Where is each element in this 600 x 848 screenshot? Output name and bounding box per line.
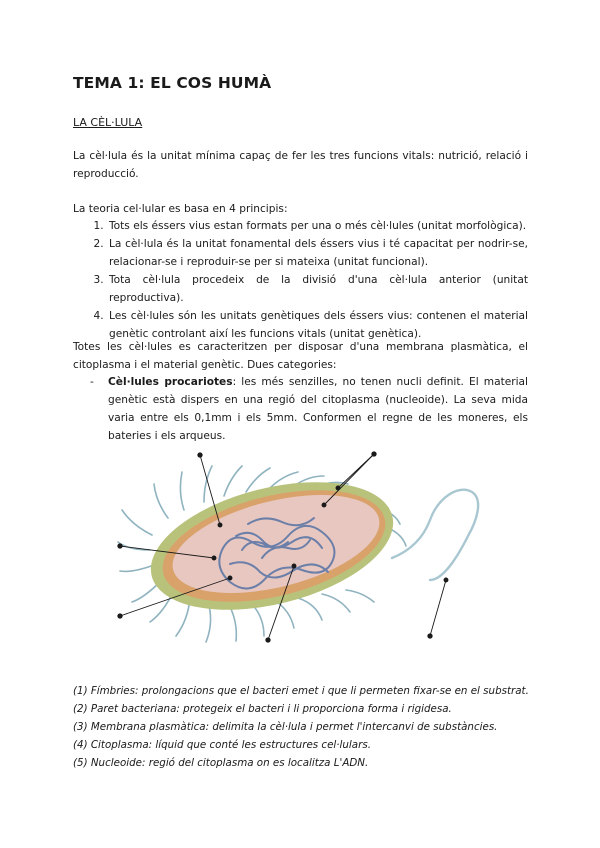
caption-cytoplasm: (4) Citoplasma: líquid que conté les estructures cel·lulars.	[73, 739, 371, 751]
theory-intro: La teoria cel·lular es basa en 4 principis:	[73, 203, 288, 215]
section-heading: LA CÈL·LULA	[73, 116, 143, 129]
principle-item: 1. Tots els éssers vius estan formats per una o més cèl·lules (unitat morfològica).	[107, 217, 528, 235]
principles-list	[73, 217, 528, 343]
prokaryote-item	[108, 373, 528, 445]
flagellum	[392, 490, 478, 580]
intro-paragraph: La cèl·lula és la unitat mínima capaç de fer les tres funcions vitals: nutrició, relació i reproducció.	[73, 150, 528, 180]
caption-plasma-membrane: (3) Membrana plasmàtica: delimita la cèl·lula i permet l'intercanvi de substàncies.	[73, 721, 498, 733]
figure-captions	[73, 682, 543, 772]
components-paragraph: Totes les cèl·lules es caracteritzen per disposar d'una membrana plasmàtica, el citoplasma i el material genètic. Dues categories:	[73, 341, 528, 371]
cell-category-list	[90, 373, 528, 445]
principle-item: 2. La cèl·lula és la unitat fonamental dels éssers vius i té capacitat per nodrir-se, relacionar-se i reproduir-se per si mateixa (unitat funcional).	[107, 235, 528, 271]
prokaryote-term: Cèl·lules procariotes	[108, 376, 233, 388]
caption-cell-wall: (2) Paret bacteriana: protegeix el bacteri i li proporciona forma i rigidesa.	[73, 703, 452, 715]
caption-fimbriae: (1) Fímbries: prolongacions que el bacteri emet i que li permeten fixar-se en el substrat.	[73, 685, 529, 697]
principle-item: 4. Les cèl·lules són les unitats genètiques dels éssers vius: contenen el material genètic controlant així les funcions vitals (unitat genètica).	[107, 307, 528, 343]
prokaryote-cell-diagram	[112, 440, 497, 675]
prokaryote-description: : les més senzilles, no tenen nucli definit. El material genètic està dispers en una regió del citoplasma (nucleoide). La seva mida varia entre els 0,1mm i els 5mm. Conformen el regne de les moneres, els bateries i els arqueus.	[108, 376, 528, 442]
caption-nucleoid: (5) Nucleoide: regió del citoplasma on es localitza L'ADN.	[73, 757, 369, 769]
page-title: TEMA 1: EL COS HUMÀ	[73, 74, 272, 92]
list-dash: -	[90, 376, 94, 388]
principle-item: 3. Tota cèl·lula procedeix de la divisió d'una cèl·lula anterior (unitat reproductiva).	[107, 271, 528, 307]
